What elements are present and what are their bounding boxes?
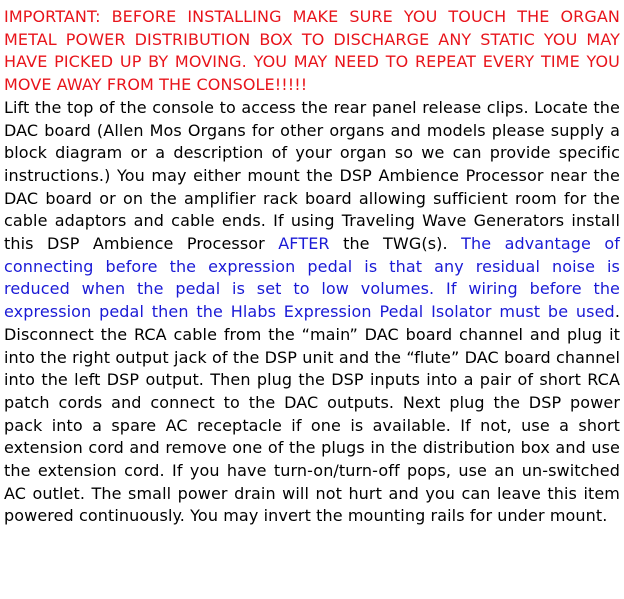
instructions-text-part-1: Lift the top of the console to access the rear panel release clips. Locate the DAC board (Allen Mos Organs for other organs and models please supply a block diagram or a description of your organ so we can provide specific instructions.) You may either mount the DSP Ambience Processor near the DAC board or on the amplifier rack board allowing sufficient room for the cable adaptors and cable ends. If using Traveling Wave Generators install this DSP Ambience Processor [4,97,620,254]
instructions-text-part-2: the TWG(s). [329,234,462,254]
installation-paragraph [4,97,620,528]
after-emphasis: AFTER [278,234,330,254]
static-discharge-warning: IMPORTANT: BEFORE INSTALLING MAKE SURE YOU TOUCH THE ORGAN METAL POWER DISTRIBUTION BOX TO DISCHARGE ANY STATIC YOU MAY HAVE PICKED UP BY MOVING. YOU MAY NEED TO REPEAT EVERY TIME YOU MOVE AWAY FROM THE CONSOLE!!!!! [4,7,620,95]
expression-pedal-advantage-note: The advantage of connecting before the expression pedal is that any residual noise is reduced when the pedal is set to low volumes. If wiring before the expression pedal then the Hlabs Expression Pedal Isolator must be used [4,234,620,322]
instructions-text-part-3: . Disconnect the RCA cable from the “main” DAC board channel and plug it into the right output jack of the DSP unit and the “flute” DAC board channel into the left DSP output. Then plug the DSP inputs into a pair of short RCA patch cords and connect to the DAC outputs. Next plug the DSP power pack into a spare AC receptacle if one is available. If not, use a short extension cord and remove one of the plugs in the distribution box and use the extension cord. If you have turn-on/turn-off pops, use an un-switched AC outlet. The small power drain will not hurt and you can leave this item powered continuously. You may invert the mounting rails for under mount. [4,302,620,526]
